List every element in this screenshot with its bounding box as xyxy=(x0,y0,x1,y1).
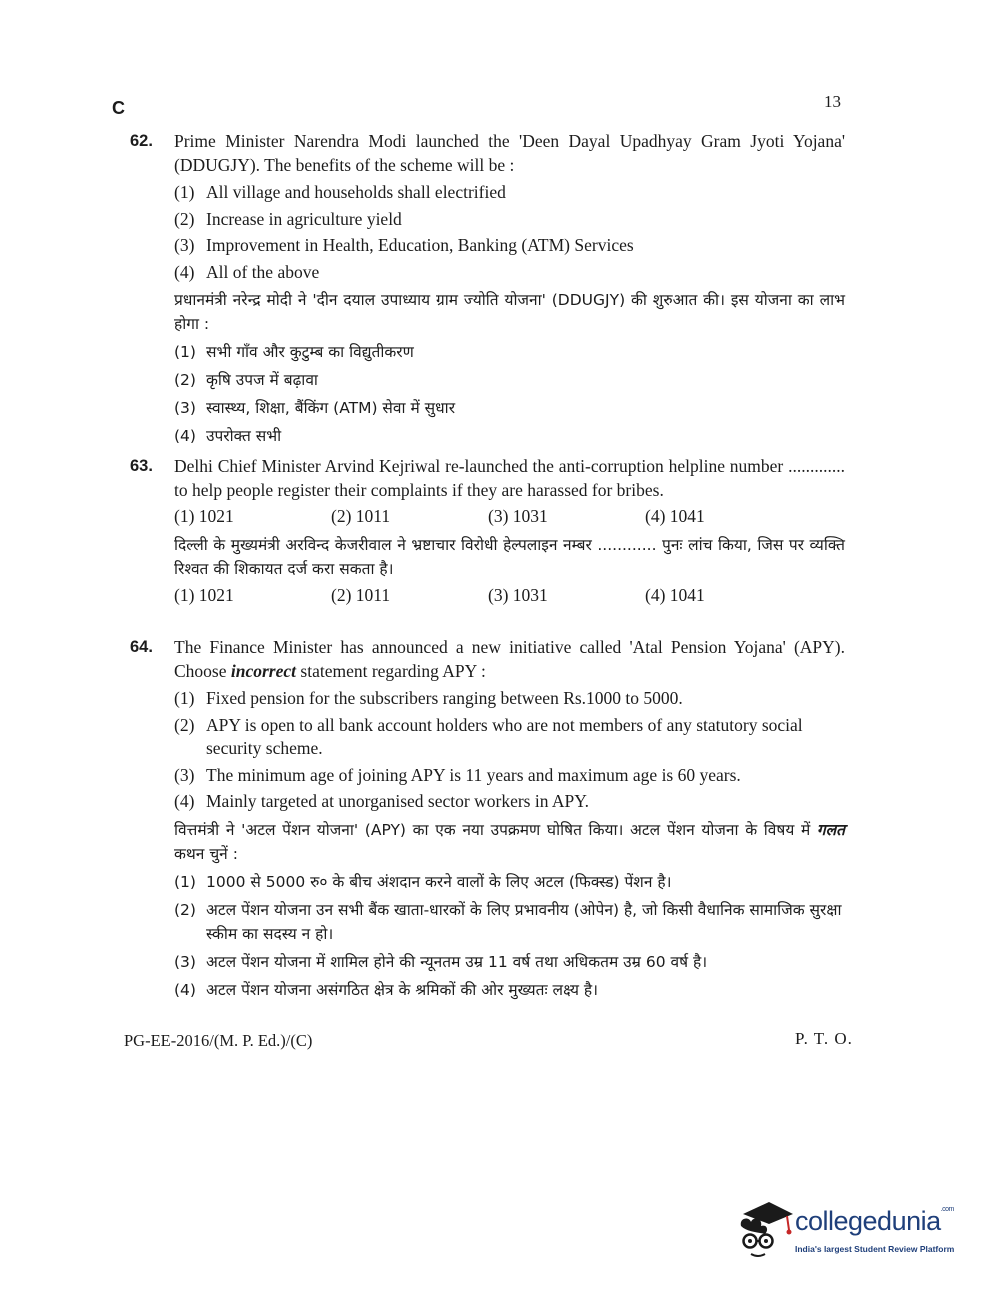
question-number: 62. xyxy=(130,132,153,150)
option-1-en: (1) 1021 xyxy=(174,506,234,526)
option-2-hi: (2) 1011 xyxy=(331,584,391,605)
question-text-hi: दिल्ली के मुख्यमंत्री अरविन्द केजरीवाल ने भ्रष्टाचार विरोधी हेल्पलाइन नम्बर ............ पुनः लांच किया, जिस पर व्यक्ति रिश्वत की शिकायत दर्ज करा सकता है। xyxy=(174,535,845,578)
option-1-en: (1) Fixed pension for the subscribers ranging between Rs.1000 to 5000. xyxy=(174,688,683,708)
pto-label: P. T. O. xyxy=(795,1029,853,1048)
question-64 xyxy=(130,636,845,1002)
option-4-hi: (4) 1041 xyxy=(645,584,705,605)
question-number: 63. xyxy=(130,457,153,475)
option-3-en: (3) 1031 xyxy=(488,506,548,526)
emphasis-incorrect: incorrect xyxy=(230,660,297,681)
set-code: C xyxy=(112,98,125,118)
question-63 xyxy=(130,455,845,607)
options-row-en xyxy=(174,505,845,529)
question-text-en: Prime Minister Narendra Modi launched the 'Deen Dayal Upadhyay Gram Jyoti Yojana' (DDUGJY). The benefits of the scheme will be : xyxy=(174,131,845,175)
option-3-hi: (3) अटल पेंशन योजना में शामिल होने की न्यूनतम उम्र 11 वर्ष तथा अधिकतम उम्र 60 वर्ष है। xyxy=(174,952,708,971)
question-text-hi: प्रधानमंत्री नरेन्द्र मोदी ने 'दीन दयाल उपाध्याय ग्राम ज्योति योजना' (DDUGJY) की शुरुआत की। इस योजना का लाभ होगा : xyxy=(174,291,845,333)
option-4-hi: (4) उपरोक्त सभी xyxy=(174,427,282,445)
paper-code: PG-EE-2016/(M. P. Ed.)/(C) xyxy=(124,1031,313,1050)
graduate-mascot-icon xyxy=(735,1196,795,1266)
option-4-hi: (4) अटल पेंशन योजना असंगठित क्षेत्र के श्रमिकों की ओर मुख्यतः लक्ष्य है। xyxy=(174,980,598,999)
brand-tagline: India's largest Student Review Platform xyxy=(795,1244,955,1254)
option-4-en: (4) Mainly targeted at unorganised sector workers in APY. xyxy=(174,791,589,811)
option-3-en: (3) Improvement in Health, Education, Banking (ATM) Services xyxy=(174,235,634,255)
question-number: 64. xyxy=(130,638,153,656)
option-3-en: (3) The minimum age of joining APY is 11 years and maximum age is 60 years. xyxy=(174,764,741,785)
option-2-hi: (2) कृषि उपज में बढ़ावा xyxy=(174,371,318,389)
option-1-hi: (1) सभी गाँव और कुटुम्ब का विद्युतीकरण xyxy=(174,343,414,361)
option-1-en: (1) All village and households shall electrified xyxy=(174,182,506,202)
page-number: 13 xyxy=(824,92,841,111)
option-4-en: (4) 1041 xyxy=(645,506,705,526)
question-62 xyxy=(130,130,845,448)
option-2-en: (2) Increase in agriculture yield xyxy=(174,208,402,229)
question-text-en: The Finance Minister has announced a new initiative called 'Atal Pension Yojana' (APY). Choose incorrect statement regarding APY : xyxy=(174,637,845,681)
option-2-en: (2) 1011 xyxy=(331,506,391,526)
options-row-hi xyxy=(174,584,845,608)
question-text-hi: वित्तमंत्री ने 'अटल पेंशन योजना' (APY) का एक नया उपक्रमण घोषित किया। अटल पेंशन योजना के विषय में गलत कथन चुनें : xyxy=(174,820,845,863)
emphasis-galat: गलत xyxy=(816,820,845,839)
option-3-hi: (3) स्वास्थ्य, शिक्षा, बैंकिंग (ATM) सेवा में सुधार xyxy=(174,399,456,417)
question-text-en: Delhi Chief Minister Arvind Kejriwal re-launched the anti-corruption helpline number ............. to help people register their complaints if they are harassed for bribes. xyxy=(174,456,845,500)
option-1-hi: (1) 1021 xyxy=(174,584,234,605)
option-4-en: (4) All of the above xyxy=(174,261,320,282)
option-2-hi: (2) अटल पेंशन योजना उन सभी बैंक खाता-धारकों के लिए प्रभावनीय (ओपेन) है, जो किसी वैधानिक सामाजिक सुरक्षा स्कीम का सदस्य न हो। xyxy=(174,900,842,943)
option-3-hi: (3) 1031 xyxy=(488,584,548,605)
brand-name: collegedunia$^{.com}$ xyxy=(795,1206,954,1236)
option-2-en: (2) APY is open to all bank account holders who are not members of any statutory social security scheme. xyxy=(174,714,803,758)
option-1-hi: (1) 1000 से 5000 रु० के बीच अंशदान करने वालों के लिए अटल (फिक्स्ड) पेंशन है। xyxy=(174,872,672,891)
collegedunia-logo[interactable] xyxy=(735,1196,965,1266)
